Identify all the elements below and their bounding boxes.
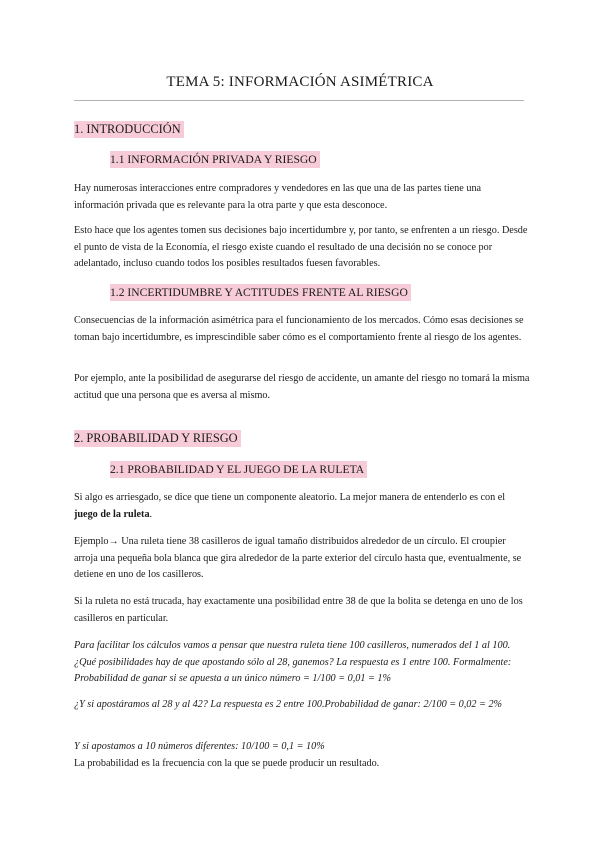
subsection-heading-incertidumbre-actitudes: 1.2 INCERTIDUMBRE Y ACTITUDES FRENTE AL RIESGO xyxy=(110,284,411,301)
title-divider xyxy=(74,100,524,101)
paragraph-incertidumbre: Esto hace que los agentes tomen sus decisiones bajo incertidumbre y, por tanto, se enfrenten a un riesgo. Desde el punto de vista de la Economía, el riesgo existe cuando el resultado de una decisión no se conoce por adelantado, incluso cuando todos los posibles resultados fuesen favorables. xyxy=(74,225,528,269)
paragraph-aleatorio xyxy=(74,490,530,523)
subsection-heading-informacion-privada: 1.1 INFORMACIÓN PRIVADA Y RIESGO xyxy=(110,151,320,168)
subsection-heading-ruleta: 2.1 PROBABILIDAD Y EL JUEGO DE LA RULETA xyxy=(110,461,367,478)
paragraph-calculo-100: Para facilitar los cálculos vamos a pensar que nuestra ruleta tiene 100 casilleros, numerados del 1 al 100. ¿Qué posibilidades hay de que apostando sólo al 28, ganemos? La respuesta es 1 entre 100. Formalmente: Probabilidad de ganar si se apuesta a un único número = 1/100 = 0,01 = 1% xyxy=(74,640,512,684)
juego-ruleta-bold: juego de la ruleta xyxy=(74,508,150,520)
page-title: TEMA 5: INFORMACIÓN ASIMÉTRICA xyxy=(166,74,434,90)
paragraph-calculo-10: Y si apostamos a 10 números diferentes: 10/100 = 0,1 = 10% xyxy=(74,741,325,752)
paragraph-aleatorio-text: Si algo es arriesgado, se dice que tiene un componente aleatorio. La mejor manera de entenderlo es con el xyxy=(74,492,506,503)
section-heading-probabilidad: 2. PROBABILIDAD Y RIESGO xyxy=(74,430,241,447)
paragraph-ruleta-trucada: Si la ruleta no está trucada, hay exactamente una posibilidad entre 38 de que la bolita se detenga en uno de los casilleros en particular. xyxy=(74,596,523,624)
paragraph-ejemplo-seguro: Por ejemplo, ante la posibilidad de asegurarse del riesgo de accidente, un amante del riesgo no tomará la misma actitud que una persona que es aversa al mismo. xyxy=(74,373,530,401)
paragraph-consecuencias: Consecuencias de la información asimétrica para el funcionamiento de los mercados. Cómo esas decisiones se toman bajo incertidumbre, es imprescindible saber cómo es el comportamiento frente al riesgo de los agentes. xyxy=(74,315,524,343)
paragraph-calculo-28-42: ¿Y si apostáramos al 28 y al 42? La respuesta es 2 entre 100.Probabilidad de ganar: 2/100 = 0,02 = 2% xyxy=(74,699,503,710)
paragraph-interacciones: Hay numerosas interacciones entre compradores y vendedores en las que una de las partes tiene una información privada que es relevante para la otra parte y que esta desconoce. xyxy=(74,183,482,211)
section-heading-introduccion: 1. INTRODUCCIÓN xyxy=(74,121,184,138)
paragraph-aleatorio-end: . xyxy=(149,508,153,520)
paragraph-definicion-probabilidad: La probabilidad es la frecuencia con la que se puede producir un resultado. xyxy=(74,758,380,769)
paragraph-ejemplo-ruleta: Ejemplo→ Una ruleta tiene 38 casilleros de igual tamaño distribuidos alrededor de un círculo. El croupier arroja una pequeña bola blanca que gira alrededor de la parte exterior del círculo hasta que, eventualmente, se detiene en uno de los casilleros. xyxy=(74,536,522,580)
